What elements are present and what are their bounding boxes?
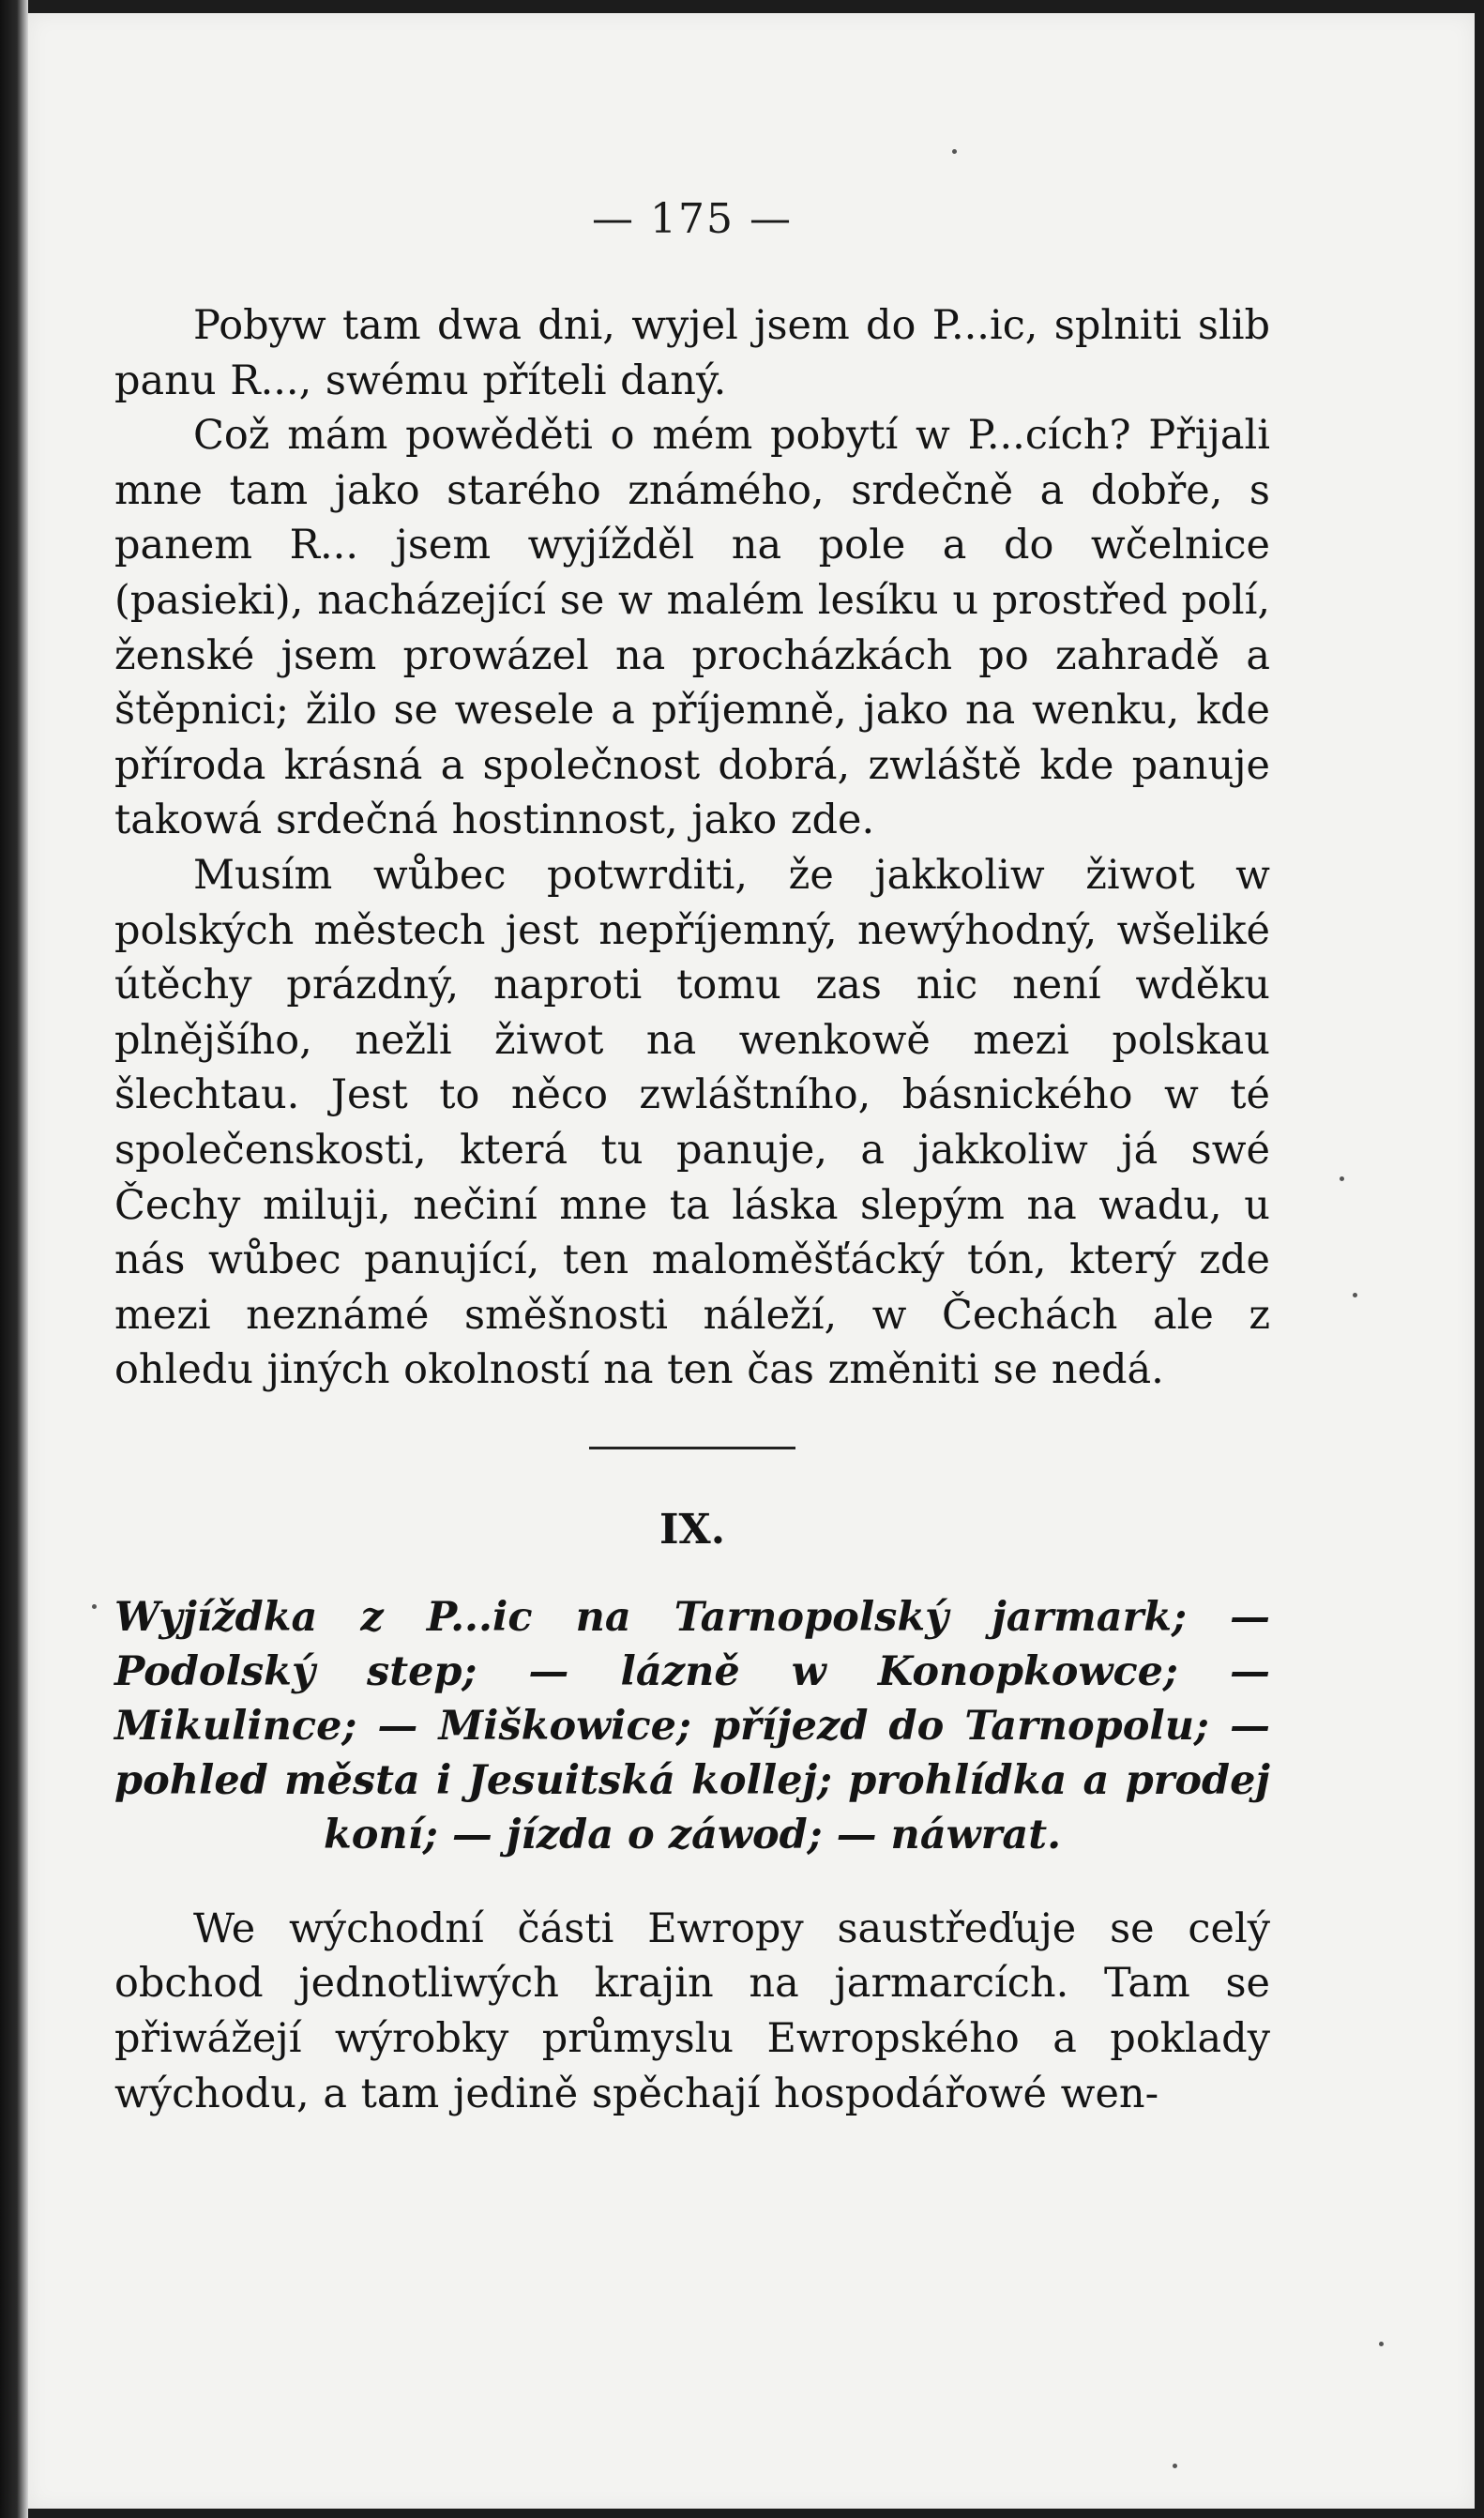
chapter-number: IX. bbox=[659, 1505, 726, 1554]
page-number: — 175 — bbox=[592, 195, 793, 243]
scan-speck bbox=[92, 1604, 97, 1609]
book-page bbox=[28, 13, 1475, 2509]
chapter-summary: Wyjíždka z P...ic na Tarnopolský jarmark; — Podolský step; — lázně w Konopkowce; — Mikulince; — Miškowice; příjezd do Tarnopolu; — pohled města i Jesuitská kollej; prohlídka a prodej koní; — jízda o záwod; — náwrat. bbox=[114, 1593, 1270, 1858]
chapter-opening-paragraph: We wýchodní části Ewropy saustřeďuje se celý obchod jednotliwých krajin na jarmarcích. Tam se přiwážejí wýrobky průmyslu Ewropského a poklady wýchodu, a tam jedině spěchají hospodářowé wen- bbox=[114, 1904, 1270, 2117]
paragraph-reflection: Musím wůbec potwrditi, že jakkoliw žiwot w polských městech jest nepříjemný, newýhodný, wšeliké útěchy prázdný, naproti tomu zas nic není wděku plnějšího, nežli žiwot na wenkowě mezi polskau šlechtau. Jest to něco zwláštního, básnického w té společenskosti, která tu panuje, a jakkoliw já swé Čechy miluji, nečiní mne ta láska slepým na wadu, u nás wůbec panující, ten maloměšťácký tón, který zde mezi neznámé směšnosti náleží, w Čechách ale z ohledu jiných okolností na ten čas změniti se nedá. bbox=[114, 851, 1270, 1394]
scan-speck bbox=[1379, 2342, 1384, 2346]
section-divider bbox=[589, 1447, 795, 1449]
scan-speck bbox=[1353, 1293, 1357, 1297]
scan-speck bbox=[952, 149, 957, 154]
paragraph-stay: Což mám powěděti o mém pobytí w P...cích? Přijali mne tam jako starého známého, srdečně a dobře, s panem R... jsem wyjížděl na pole a do wčelnice (pasieki), nacházející se w malém lesíku u prostřed polí, ženské jsem prowázel na procházkách po zahradě a štěpnici; žilo se wesele a příjemně, jako na wenku, kde příroda krásná a společnost dobrá, zwláště kde panuje takowá srdečná hostinnost, jako zde. bbox=[114, 412, 1270, 844]
scan-edge bbox=[0, 0, 28, 2518]
page-content bbox=[114, 191, 1270, 2121]
scan-speck bbox=[1340, 1176, 1344, 1181]
paragraph-departure: Pobyw tam dwa dni, wyjel jsem do P...ic, splniti slib panu R..., swému příteli daný. bbox=[114, 302, 1270, 404]
scan-speck bbox=[1173, 2464, 1177, 2468]
